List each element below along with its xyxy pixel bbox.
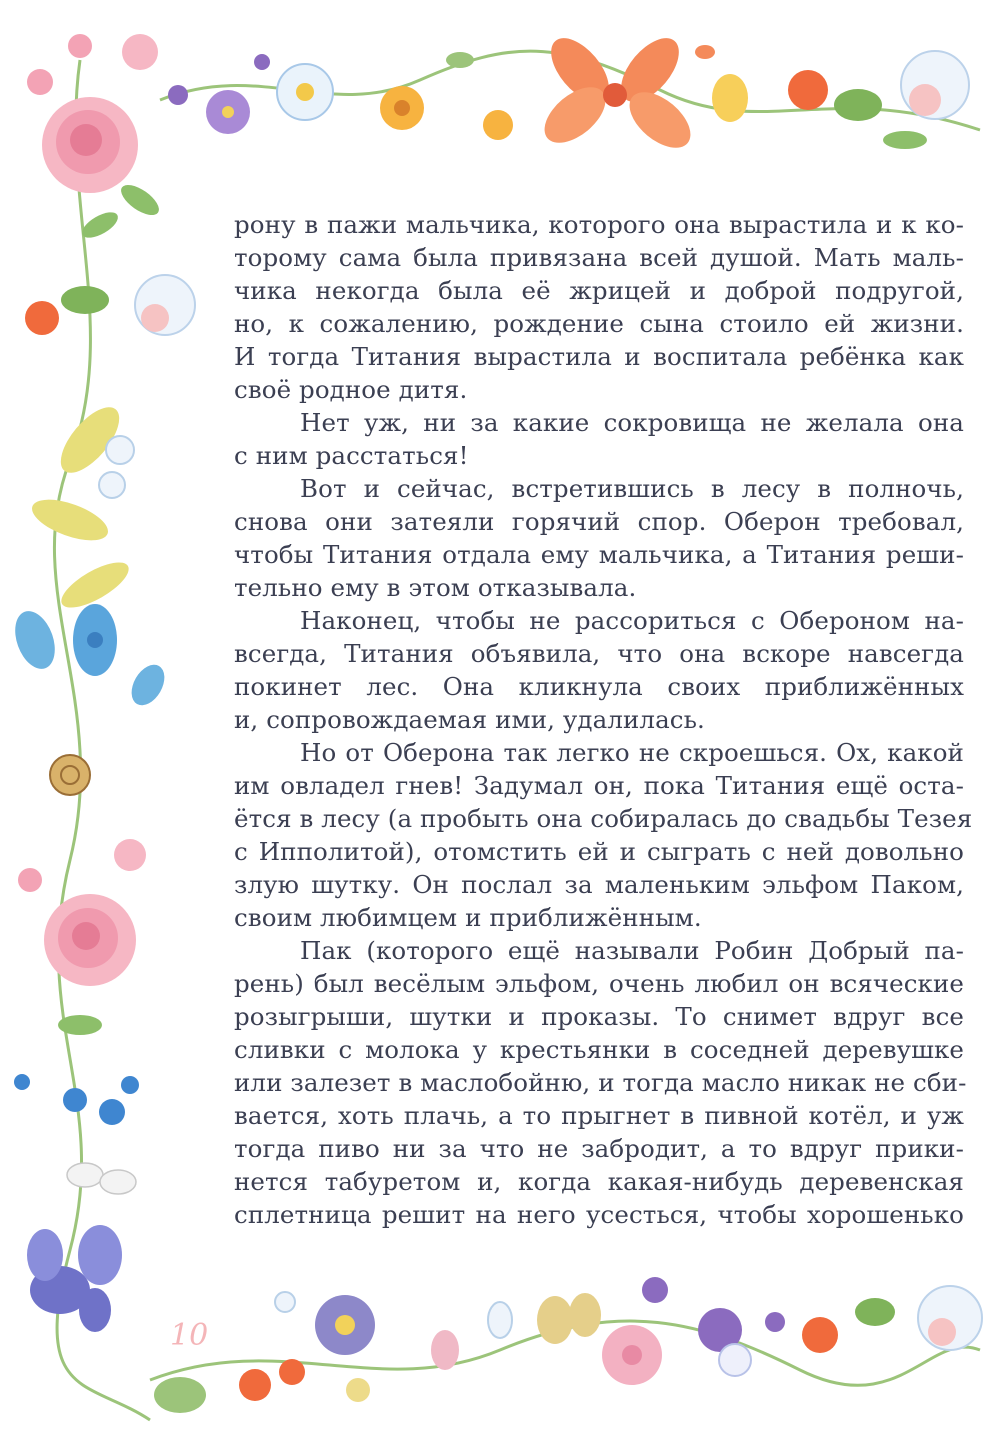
text-line: рону в пажи мальчика, которого она вырастила и к ко- (234, 210, 964, 239)
text-line: Пак (которого ещё называли Робин Добрый па- (300, 936, 964, 965)
strawberry-icon (239, 1359, 305, 1401)
text-line: Но от Оберона так легко не скроешься. Ох, какой (300, 738, 964, 767)
text-line: своим любимцем и приближённым. (234, 903, 702, 932)
strawberry-icon (25, 286, 109, 335)
text-line: и, сопровождаемая ими, удалилась. (234, 705, 705, 734)
text-line: но, к сожалению, рождение сына стоило ей жизни. (234, 309, 964, 338)
strawberry-icon (788, 70, 882, 121)
cotton-flower-icon (883, 51, 969, 149)
text-line: снова они затеяли горячий спор. Оберон требовал, (234, 507, 964, 536)
page-number: 10 (170, 1318, 209, 1353)
yellow-bud-icon (695, 45, 748, 122)
violet-icon (168, 54, 270, 134)
jasmine-icon (275, 1292, 295, 1312)
cotton-flower-icon (918, 1286, 982, 1350)
forget-me-not-icon (14, 1074, 139, 1125)
clover-leaf-icon (154, 1377, 206, 1413)
pansy-icon (315, 1295, 375, 1402)
text-line: тельно ему в этом отказывала. (234, 573, 637, 602)
text-line: чтобы Титания отдала ему мальчика, а Титания реши- (234, 540, 964, 569)
text-line: Вот и сейчас, встретившись в лесу в полночь, (300, 474, 964, 503)
text-line: злую шутку. Он послал за маленьким эльфом Паком, (234, 870, 964, 899)
cotton-flower-icon (135, 275, 195, 335)
text-line: сливки с молока у крестьянки в соседней деревушке (234, 1035, 964, 1064)
story-text (234, 208, 973, 1231)
text-line: покинет лес. Она кликнула своих приближённых (234, 672, 964, 701)
bell-flower-icon (446, 52, 474, 68)
marigold-icon (380, 86, 513, 140)
text-line: своё родное дитя. (234, 375, 468, 404)
text-line: с ним расстаться! (234, 441, 469, 470)
text-line: Нет уж, ни за какие сокровища не желала она (300, 408, 964, 437)
carnation-icon (602, 1325, 662, 1385)
text-line: торому сама была привязана всей душой. Мать маль- (234, 243, 964, 272)
text-line: рень) был весёлым эльфом, очень любил он всяческие (234, 969, 964, 998)
text-line: Наконец, чтобы не рассориться с Обероном на- (300, 606, 964, 635)
violet-icon (642, 1277, 785, 1376)
rose-icon (42, 97, 164, 243)
text-line: вается, хоть плачь, а то прыгнет в пивной котёл, и уж (234, 1101, 964, 1130)
text-line: или залезет в маслобойню, и тогда масло никак не сби- (234, 1068, 967, 1097)
text-line: розыгрыши, шутки и проказы. То снимет вдруг все (234, 1002, 964, 1031)
text-line: с Ипполитой), отомстить ей и сыграть с ней довольно (234, 837, 964, 866)
text-line: чика некогда была её жрицей и доброй подругой, (234, 276, 964, 305)
blue-lily-icon (8, 604, 171, 711)
daisy-icon (277, 64, 333, 120)
text-line: И тогда Титания вырастила и воспитала ребёнка как (234, 342, 964, 371)
strawberry-icon (802, 1298, 895, 1353)
text-line: ётся в лесу (а пробыть она собиралась до свадьбы Тезея (234, 804, 973, 833)
text-line: нется табуретом и, когда какая-нибудь деревенская (234, 1167, 964, 1196)
butterfly-icon (537, 1293, 601, 1344)
butterfly-icon (67, 1163, 136, 1194)
orange-lily-icon (535, 28, 701, 158)
iris-icon (27, 1225, 122, 1332)
text-line: сплетница решит на него усесться, чтобы хорошенько (234, 1200, 964, 1229)
rose-bud-icon (27, 34, 158, 95)
jasmine-icon (27, 398, 135, 616)
text-line: тогда пиво ни за что не забродит, а то вдруг прики- (234, 1134, 964, 1163)
rose-icon (18, 839, 146, 1035)
snail-icon (50, 755, 90, 795)
text-line: всегда, Титания объявила, что она вскоре навсегда (234, 639, 964, 668)
text-line: им овладел гнев! Задумал он, пока Титания ещё оста- (234, 771, 964, 800)
